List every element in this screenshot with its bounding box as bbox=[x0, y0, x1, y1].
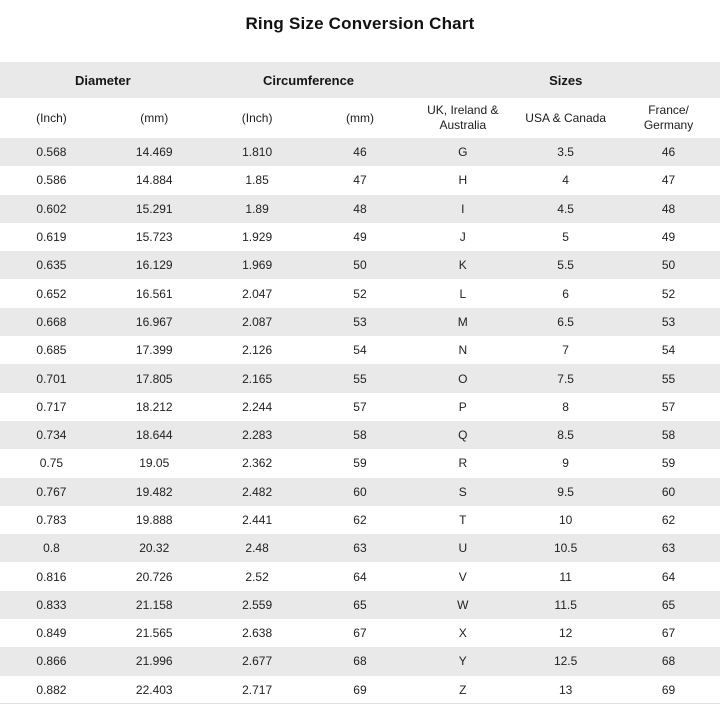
table-cell: P bbox=[458, 399, 467, 414]
table-row bbox=[0, 364, 720, 392]
table-cell: 15.291 bbox=[135, 201, 173, 216]
table-cell: 55 bbox=[353, 371, 367, 386]
table-cell: 57 bbox=[353, 399, 367, 414]
table-cell: 2.441 bbox=[242, 513, 273, 527]
table-row bbox=[0, 195, 720, 223]
table-cell: 63 bbox=[353, 541, 367, 556]
table-cell: M bbox=[457, 314, 468, 329]
table-cell: 0.701 bbox=[36, 371, 67, 386]
table-cell: 49 bbox=[661, 230, 676, 245]
table-cell: 54 bbox=[353, 343, 367, 358]
table-row bbox=[0, 619, 720, 647]
table-cell: 16.561 bbox=[135, 286, 173, 301]
table-cell: 22.403 bbox=[135, 682, 173, 697]
group-header-diameter: Diameter bbox=[0, 62, 206, 98]
table-cell: Z bbox=[459, 682, 467, 697]
table-cell: 48 bbox=[661, 201, 676, 216]
table-cell: 1.969 bbox=[242, 258, 273, 273]
table-cell: 0.668 bbox=[36, 314, 67, 329]
table-cell: 55 bbox=[661, 371, 676, 386]
table-cell: 58 bbox=[661, 428, 676, 443]
table-cell: 17.805 bbox=[135, 371, 173, 386]
table-cell: 16.129 bbox=[135, 258, 173, 273]
table-row bbox=[0, 506, 720, 534]
table-cell: 0.685 bbox=[36, 343, 67, 358]
table-cell: 0.866 bbox=[36, 654, 67, 669]
table-cell: 6.5 bbox=[557, 314, 574, 329]
table-cell: 52 bbox=[353, 286, 367, 301]
table-cell: L bbox=[459, 286, 467, 301]
table-cell: 0.75 bbox=[39, 456, 64, 471]
table-row bbox=[0, 676, 720, 704]
table-cell: 2.677 bbox=[242, 654, 273, 669]
table-cell: 59 bbox=[353, 456, 367, 471]
table-cell: V bbox=[458, 569, 467, 584]
table-row bbox=[0, 421, 720, 449]
table-cell: 69 bbox=[661, 682, 676, 697]
column-header-2: (Inch) bbox=[206, 98, 309, 138]
table-cell: H bbox=[458, 173, 468, 188]
table-cell: 20.726 bbox=[135, 569, 173, 584]
table-cell: 6 bbox=[562, 286, 569, 301]
table-cell: 64 bbox=[353, 569, 367, 584]
table-cell: 2.244 bbox=[242, 399, 273, 414]
table-cell: 4.5 bbox=[557, 201, 574, 216]
table-cell: 0.602 bbox=[36, 201, 67, 216]
table-cell: 48 bbox=[353, 201, 367, 216]
table-cell: X bbox=[458, 626, 467, 641]
table-cell: 15.723 bbox=[135, 230, 173, 245]
table-cell: 52 bbox=[661, 286, 676, 301]
table-cell: 2.559 bbox=[242, 597, 273, 612]
table-cell: K bbox=[458, 258, 467, 273]
table-cell: 17.399 bbox=[135, 343, 173, 358]
table-cell: 0.816 bbox=[36, 569, 67, 584]
table-cell: 67 bbox=[353, 626, 367, 641]
table-cell: 8 bbox=[562, 399, 569, 414]
column-header-row bbox=[0, 98, 720, 138]
table-row bbox=[0, 308, 720, 336]
column-header-1: (mm) bbox=[103, 98, 206, 138]
table-cell: 20.32 bbox=[139, 541, 170, 556]
table-cell: 13 bbox=[558, 682, 573, 697]
table-cell: 64 bbox=[661, 569, 676, 584]
table-cell: 0.8 bbox=[43, 541, 60, 556]
table-cell: 2.638 bbox=[242, 626, 273, 641]
table-cell: 7.5 bbox=[557, 371, 574, 386]
table-cell: 1.89 bbox=[245, 201, 269, 216]
table-cell: 2.047 bbox=[242, 286, 273, 301]
table-cell: 62 bbox=[353, 513, 367, 527]
table-cell: G bbox=[458, 145, 468, 160]
table-cell: 2.48 bbox=[245, 541, 269, 556]
table-cell: 0.783 bbox=[36, 513, 67, 527]
table-cell: 16.967 bbox=[135, 314, 173, 329]
table-cell: 0.619 bbox=[36, 230, 67, 245]
table-row bbox=[0, 279, 720, 307]
table-cell: 10 bbox=[558, 513, 573, 527]
group-header-sizes: Sizes bbox=[411, 62, 720, 98]
table-cell: 2.52 bbox=[245, 569, 269, 584]
table-cell: 19.482 bbox=[135, 484, 173, 499]
table-cell: 11.5 bbox=[554, 597, 577, 612]
table-row bbox=[0, 591, 720, 619]
table-cell: 12.5 bbox=[553, 654, 578, 669]
column-header-0: (Inch) bbox=[0, 98, 103, 138]
table-cell: 53 bbox=[353, 314, 367, 329]
table-cell: 2.165 bbox=[242, 371, 273, 386]
table-cell: 5 bbox=[562, 230, 569, 245]
table-cell: 0.849 bbox=[36, 626, 67, 641]
table-cell: 0.717 bbox=[36, 399, 67, 414]
column-header-5: USA & Canada bbox=[514, 98, 617, 138]
table-row bbox=[0, 251, 720, 279]
table-cell: 18.212 bbox=[135, 399, 173, 414]
table-cell: 4 bbox=[562, 173, 569, 188]
table-cell: N bbox=[458, 343, 468, 358]
table-cell: 68 bbox=[353, 654, 367, 669]
table-cell: 5.5 bbox=[557, 258, 574, 273]
table-cell: 67 bbox=[661, 626, 676, 641]
ring-size-table bbox=[0, 62, 720, 704]
table-cell: 46 bbox=[353, 145, 367, 160]
group-header-row bbox=[0, 62, 720, 98]
table-cell: 2.717 bbox=[242, 682, 273, 697]
table-cell: 65 bbox=[353, 597, 367, 612]
table-cell: 57 bbox=[661, 399, 676, 414]
table-cell: Q bbox=[458, 428, 468, 443]
table-row bbox=[0, 166, 720, 194]
page-title: Ring Size Conversion Chart bbox=[245, 14, 475, 33]
table-row bbox=[0, 336, 720, 364]
table-row bbox=[0, 534, 720, 562]
table-cell: 0.833 bbox=[36, 597, 67, 612]
table-cell: 1.85 bbox=[245, 173, 269, 188]
table-cell: 2.482 bbox=[242, 484, 273, 499]
table-cell: 0.635 bbox=[36, 258, 67, 273]
table-cell: 21.996 bbox=[135, 654, 173, 669]
table-row bbox=[0, 393, 720, 421]
table-cell: 14.884 bbox=[135, 173, 173, 188]
table-cell: S bbox=[458, 484, 467, 499]
table-cell: 50 bbox=[353, 258, 367, 273]
table-cell: 0.767 bbox=[36, 484, 67, 499]
table-cell: J bbox=[459, 230, 466, 245]
table-cell: 1.810 bbox=[242, 145, 273, 160]
table-cell: 12 bbox=[558, 626, 573, 641]
table-cell: 18.644 bbox=[135, 428, 173, 443]
table-row bbox=[0, 647, 720, 675]
table-cell: R bbox=[458, 456, 468, 471]
column-header-3: (mm) bbox=[309, 98, 412, 138]
table-cell: W bbox=[457, 597, 469, 612]
table-cell: I bbox=[461, 201, 465, 216]
table-cell: 47 bbox=[353, 173, 367, 188]
table-row bbox=[0, 562, 720, 590]
table-cell: 58 bbox=[353, 428, 367, 443]
table-cell: 7 bbox=[562, 343, 569, 358]
column-header-6: France/ Germany bbox=[617, 98, 720, 138]
table-cell: 69 bbox=[353, 682, 367, 697]
table-cell: 2.087 bbox=[242, 314, 273, 329]
table-cell: 10.5 bbox=[553, 541, 578, 556]
table-row bbox=[0, 223, 720, 251]
table-cell: 2.126 bbox=[242, 343, 273, 358]
table-row bbox=[0, 138, 720, 166]
column-header-4: UK, Ireland & Australia bbox=[411, 98, 514, 138]
table-cell: 0.652 bbox=[36, 286, 67, 301]
table-cell: 2.283 bbox=[242, 428, 273, 443]
table-cell: 9.5 bbox=[557, 484, 574, 499]
table-cell: 50 bbox=[661, 258, 676, 273]
table-cell: 54 bbox=[661, 343, 676, 358]
table-cell: 3.5 bbox=[557, 145, 574, 160]
table-cell: 46 bbox=[661, 145, 676, 160]
table-body bbox=[0, 138, 720, 704]
table-cell: 2.362 bbox=[242, 456, 273, 471]
table-cell: O bbox=[458, 371, 468, 386]
table-cell: 8.5 bbox=[557, 428, 574, 443]
table-cell: 9 bbox=[562, 456, 569, 471]
table-cell: 21.565 bbox=[135, 626, 173, 641]
table-cell: 49 bbox=[353, 230, 367, 245]
table-cell: 60 bbox=[353, 484, 367, 499]
table-row bbox=[0, 478, 720, 506]
table-cell: 53 bbox=[661, 314, 676, 329]
table-cell: T bbox=[459, 513, 467, 527]
table-cell: 1.929 bbox=[242, 230, 273, 245]
table-cell: 63 bbox=[661, 541, 676, 556]
table-cell: Y bbox=[458, 654, 467, 669]
table-header bbox=[0, 62, 720, 138]
table-cell: 62 bbox=[661, 513, 676, 527]
table-row bbox=[0, 449, 720, 477]
group-header-circumference: Circumference bbox=[206, 62, 412, 98]
table-cell: 14.469 bbox=[135, 145, 173, 160]
table-cell: 19.888 bbox=[135, 513, 173, 527]
table-cell: 19.05 bbox=[139, 456, 170, 471]
table-cell: 11 bbox=[559, 569, 572, 584]
table-cell: 0.568 bbox=[36, 145, 67, 160]
table-cell: 0.586 bbox=[36, 173, 67, 188]
table-cell: 68 bbox=[661, 654, 676, 669]
table-cell: 21.158 bbox=[135, 597, 173, 612]
table-cell: 59 bbox=[661, 456, 676, 471]
table-cell: 0.734 bbox=[36, 428, 67, 443]
table-cell: 65 bbox=[661, 597, 676, 612]
table-cell: 60 bbox=[661, 484, 676, 499]
table-cell: U bbox=[458, 541, 468, 556]
table-cell: 0.882 bbox=[36, 682, 67, 697]
table-cell: 47 bbox=[661, 173, 676, 188]
